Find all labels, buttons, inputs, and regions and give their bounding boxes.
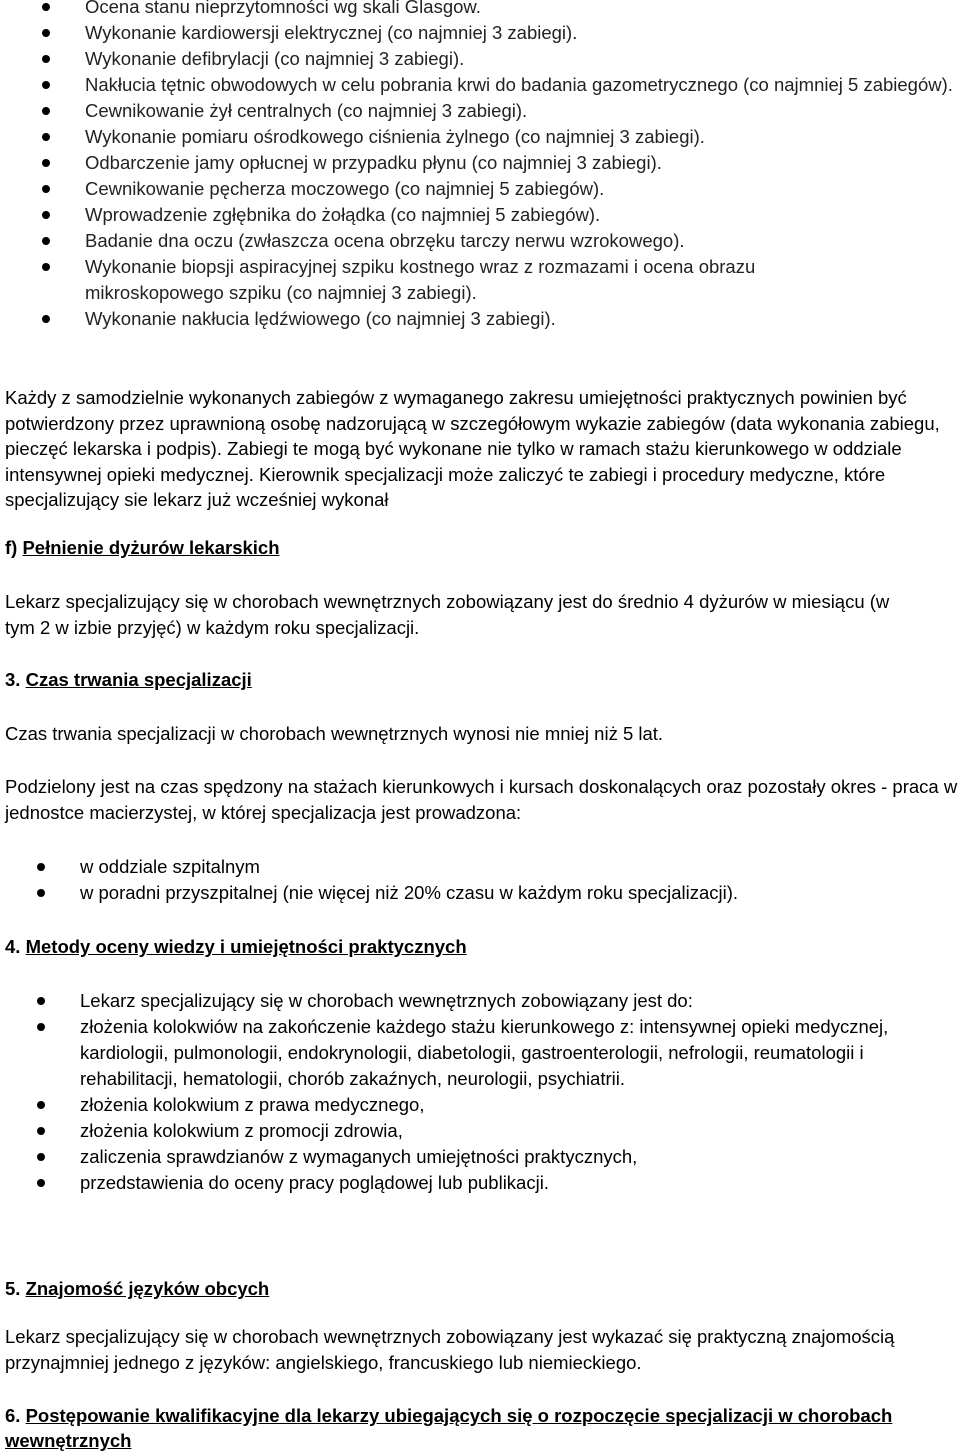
confirmation-paragraph-block	[5, 385, 960, 513]
section-5-text-block	[5, 1324, 960, 1375]
list-item: Odbarczenie jamy opłucnej w przypadku płynu (co najmniej 3 zabiegi).	[5, 150, 960, 176]
list-item: Lekarz specjalizujący się w chorobach wewnętrznych zobowiązany jest do:	[0, 988, 960, 1014]
section-3-text1: Czas trwania specjalizacji w chorobach wewnętrznych wynosi nie mniej niż 5 lat.	[5, 723, 664, 744]
section-4-heading	[5, 934, 960, 959]
list-item: złożenia kolokwium z promocji zdrowia,	[0, 1118, 960, 1144]
list-item: Wprowadzenie zgłębnika do żołądka (co najmniej 5 zabiegów).	[5, 202, 960, 228]
list-item: Wykonanie pomiaru ośrodkowego ciśnienia żylnego (co najmniej 3 zabiegi).	[5, 124, 960, 150]
section-3-text2-block	[5, 774, 960, 825]
section-6-title: Postępowanie kwalifikacyjne dla lekarzy ubiegających się o rozpoczęcie specjalizacji w chorobach wewnętrznych	[5, 1405, 893, 1451]
list-item: Badanie dna oczu (zwłaszcza ocena obrzęku tarczy nerwu wzrokowego).	[5, 228, 960, 254]
list-item: Wykonanie nakłucia lędźwiowego (co najmniej 3 zabiegi).	[5, 306, 960, 332]
section-3-number: 3.	[5, 669, 26, 690]
confirmation-paragraph: Każdy z samodzielnie wykonanych zabiegów z wymaganego zakresu umiejętności praktycznych powinien być potwierdzony przez uprawnioną osobę nadzorującą w szczegółowym wykazie zabiegów (data wykonania zabiegu, pieczęć lekarska i podpis). Zabiegi te mogą być wykonane nie tylko w ramach stażu kierunkowego w oddziale intensywnej opieki medycznej. Kierownik specjalizacji może zaliczyć te zabiegi i procedury medyczne, które specjalizujący sie lekarz już wcześniej wykonał	[5, 387, 940, 510]
section-5-heading	[5, 1276, 960, 1301]
list-item: przedstawienia do oceny pracy poglądowej lub publikacji.	[0, 1170, 960, 1196]
list-item: złożenia kolokwiów na zakończenie każdego stażu kierunkowego z: intensywnej opieki medycznej, kardiologii, pulmonologii, endokrynologii, diabetologii, gastroenterologii, nefrologii, reumatologii i rehabilitacji, hematologii, chorób zakaźnych, neurologii, psychiatrii.	[0, 1014, 960, 1092]
section-5-number: 5.	[5, 1278, 26, 1299]
section-3-heading	[5, 667, 960, 692]
section-3-text1-block	[5, 721, 960, 747]
procedures-list-block	[5, 0, 960, 332]
section-f-title: Pełnienie dyżurów lekarskich	[22, 537, 280, 558]
section-4-list-block	[5, 988, 960, 1196]
list-item: w oddziale szpitalnym	[0, 854, 960, 880]
list-item: Cewnikowanie pęcherza moczowego (co najmniej 5 zabiegów).	[5, 176, 960, 202]
list-item: Ocena stanu nieprzytomności wg skali Glasgow.	[5, 0, 960, 20]
list-item: Wykonanie kardiowersji elektrycznej (co najmniej 3 zabiegi).	[5, 20, 960, 46]
section-5-title: Znajomość języków obcych	[25, 1278, 270, 1299]
section-6-heading	[5, 1403, 960, 1453]
list-item: złożenia kolokwium z prawa medycznego,	[0, 1092, 960, 1118]
section-4-number: 4.	[5, 936, 26, 957]
section-3-list-block	[5, 854, 960, 906]
section-3-text2: Podzielony jest na czas spędzony na stażach kierunkowych i kursach doskonalących oraz pozostały okres - praca w jednostce macierzystej, w której specjalizacja jest prowadzona:	[5, 776, 958, 823]
list-item: Wykonanie defibrylacji (co najmniej 3 zabiegi).	[5, 46, 960, 72]
section-3-title: Czas trwania specjalizacji	[25, 669, 252, 690]
section-f-label: f)	[5, 537, 23, 558]
section-f-text-block	[5, 589, 960, 640]
section-4-title: Metody oceny wiedzy i umiejętności praktycznych	[25, 936, 467, 957]
section-3-list	[0, 854, 960, 906]
list-item: Nakłucia tętnic obwodowych w celu pobrania krwi do badania gazometrycznego (co najmniej 5 zabiegów).	[5, 72, 960, 98]
list-item: w poradni przyszpitalnej (nie więcej niż 20% czasu w każdym roku specjalizacji).	[0, 880, 960, 906]
section-6-number: 6.	[5, 1405, 26, 1426]
list-item: zaliczenia sprawdzianów z wymaganych umiejętności praktycznych,	[0, 1144, 960, 1170]
section-4-list	[0, 988, 960, 1196]
list-item: Cewnikowanie żył centralnych (co najmniej 3 zabiegi).	[5, 98, 960, 124]
section-f-heading	[5, 535, 960, 560]
section-f-text: Lekarz specjalizujący się w chorobach wewnętrznych zobowiązany jest do średnio 4 dyżurów w miesiącu (w tym 2 w izbie przyjęć) w każdym roku specjalizacji.	[5, 591, 890, 638]
procedures-list	[5, 0, 960, 332]
list-item: Wykonanie biopsji aspiracyjnej szpiku kostnego wraz z rozmazami i ocena obrazu mikroskopowego szpiku (co najmniej 3 zabiegi).	[5, 254, 960, 306]
section-5-text: Lekarz specjalizujący się w chorobach wewnętrznych zobowiązany jest wykazać się praktyczną znajomością przynajmniej jednego z języków: angielskiego, francuskiego lub niemieckiego.	[5, 1326, 895, 1373]
